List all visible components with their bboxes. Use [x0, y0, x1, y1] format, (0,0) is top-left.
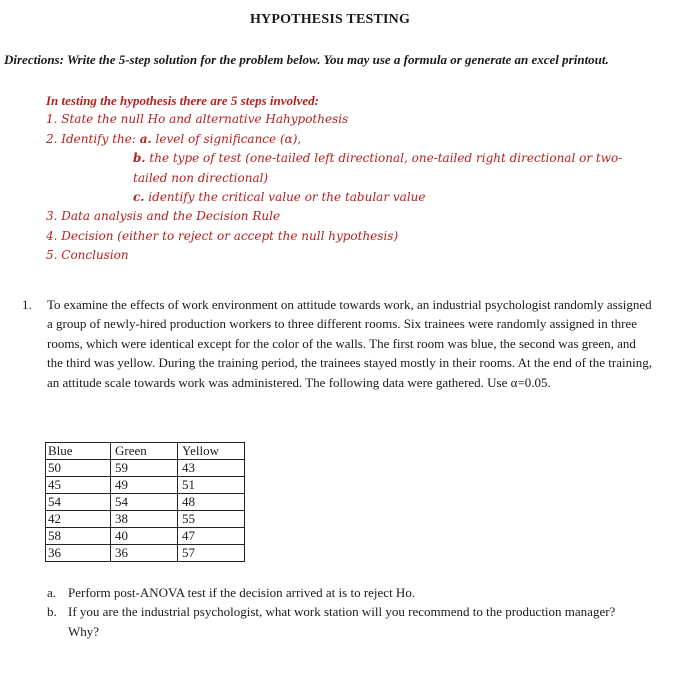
table-cell: 40: [111, 528, 178, 545]
questions-list: [47, 583, 627, 641]
steps-list: [46, 91, 633, 266]
table-row: [46, 545, 245, 562]
table-cell: 54: [111, 494, 178, 511]
step-1: 1. State the null Ho and alternative Hahypothesis: [46, 112, 349, 127]
step-5: 5. Conclusion: [46, 248, 129, 263]
table-cell: 54: [46, 494, 111, 511]
question-text: If you are the industrial psychologist, what work station will you recommend to the production manager? Why?: [68, 604, 616, 639]
problem-number: 1.: [22, 297, 32, 312]
question-label: b.: [47, 604, 57, 620]
step-2c-label: c.: [133, 190, 145, 205]
table-cell: 36: [46, 545, 111, 562]
question-a: [47, 583, 627, 602]
table-row: [46, 494, 245, 511]
problem-text: To examine the effects of work environment on attitude towards work, an industrial psychologist randomly assigned a group of newly-hired production workers to three different rooms. Six trainees were randomly assigned in three rooms, which were identical except for the color of the walls. The first room was blue, the second was green, and the third was yellow. During the training period, the trainees stayed mostly in their rooms. At the end of the training, an attitude scale towards work was administered. The following data were gathered. Use α=0.05.: [47, 297, 652, 390]
table-cell: 45: [46, 477, 111, 494]
table-row: [46, 460, 245, 477]
step-2a-text: level of significance (α),: [151, 131, 302, 146]
table-cell: 50: [46, 460, 111, 477]
question-text: Perform post-ANOVA test if the decision arrived at is to reject Ho.: [68, 585, 416, 600]
step-2b-label: b.: [133, 151, 146, 166]
question-b: [47, 602, 627, 641]
step-2b: [46, 149, 633, 188]
header-yellow: Yellow: [178, 443, 245, 460]
step-2b-text: the type of test (one-tailed left directional, one-tailed right directional or two-tailed non directional): [133, 151, 623, 185]
table-cell: 57: [178, 545, 245, 562]
step-2: [46, 130, 633, 149]
step-3: 3. Data analysis and the Decision Rule: [46, 209, 281, 224]
data-table: [45, 442, 245, 562]
directions-text: Directions: Write the 5-step solution for the problem below. You may use a formula or generate an excel printout.: [4, 52, 609, 67]
step-2c: [46, 188, 633, 207]
header-green: Green: [111, 443, 178, 460]
table-cell: 36: [111, 545, 178, 562]
table-cell: 48: [178, 494, 245, 511]
step-4: 4. Decision (either to reject or accept the null hypothesis): [46, 228, 399, 243]
question-label: a.: [47, 585, 57, 600]
step-2a-label: a.: [139, 131, 152, 146]
table-cell: 42: [46, 511, 111, 528]
header-blue: Blue: [46, 443, 111, 460]
step-2-prefix: 2. Identify the:: [46, 131, 140, 146]
steps-intro: In testing the hypothesis there are 5 steps involved:: [46, 93, 319, 108]
table-row: [46, 477, 245, 494]
table-row: [46, 528, 245, 545]
table-row: [46, 511, 245, 528]
step-2c-text: identify the critical value or the tabular value: [144, 190, 426, 205]
table-header-row: [46, 443, 245, 460]
table-cell: 49: [111, 477, 178, 494]
page-title: HYPOTHESIS TESTING: [249, 12, 411, 27]
table-cell: 55: [178, 511, 245, 528]
table-cell: 59: [111, 460, 178, 477]
table-cell: 38: [111, 511, 178, 528]
table-cell: 43: [178, 460, 245, 477]
problem-1: [22, 295, 652, 392]
table-cell: 47: [178, 528, 245, 545]
table-cell: 51: [178, 477, 245, 494]
table-cell: 58: [46, 528, 111, 545]
